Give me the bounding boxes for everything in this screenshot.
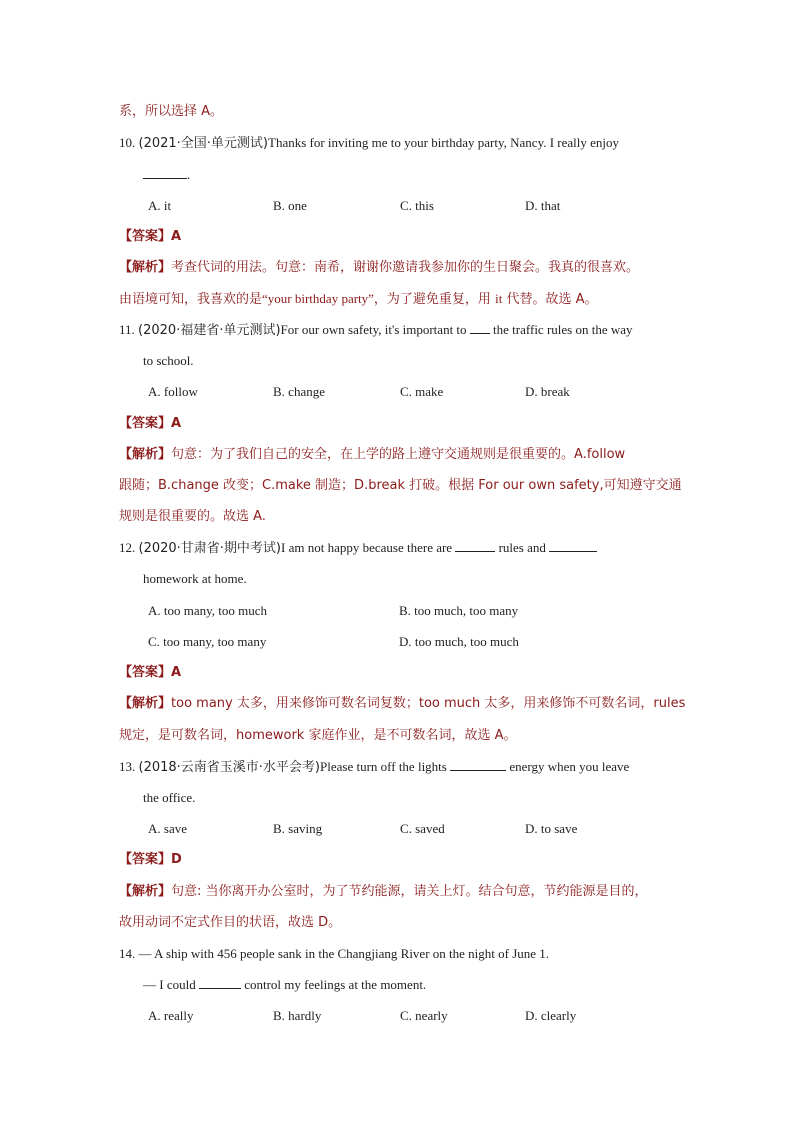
- question-source: (2021·全国·单元测试): [138, 136, 268, 151]
- question-13-stem: 13. (2018·云南省玉溪市·水平会考)Please turn off the lights energy when you leave: [119, 759, 630, 775]
- option-d: D. break: [525, 384, 570, 399]
- question-13-stem-cont: the office.: [143, 790, 196, 805]
- question-source: (2018·云南省玉溪市·水平会考): [138, 760, 320, 775]
- answer-blank: [199, 976, 241, 989]
- question-10-analysis-cont: 由语境可知，我喜欢的是“your birthday party”，为了避免重复，用 it 代替。故选 A。: [119, 291, 598, 307]
- question-12-answer: 【答案】A: [119, 665, 182, 680]
- question-number: 10.: [119, 135, 136, 150]
- question-12-stem-cont: homework at home.: [143, 571, 247, 586]
- question-text: Thanks for inviting me to your birthday party, Nancy. I really enjoy: [268, 135, 620, 150]
- question-14-stem: 14. — A ship with 456 people sank in the Changjiang River on the night of June 1.: [119, 946, 550, 961]
- previous-analysis-tail: 系，所以选择 A。: [119, 104, 224, 119]
- question-number: 14.: [119, 946, 136, 961]
- question-11-stem: 11. (2020·福建省·单元测试)For our own safety, it's important to the traffic rules on the way: [119, 322, 633, 338]
- option-a: A. too many, too much: [148, 603, 268, 618]
- option-a: A. save: [148, 821, 187, 836]
- question-10-stem: [119, 134, 619, 153]
- option-d: D. clearly: [525, 1008, 577, 1023]
- question-source: (2020·福建省·单元测试): [138, 323, 281, 338]
- answer-blank: [450, 758, 506, 771]
- option-b: B. hardly: [273, 1008, 322, 1023]
- answer-blank: [470, 321, 490, 334]
- question-number: 11.: [119, 322, 135, 337]
- option-b: B. one: [273, 198, 307, 213]
- option-d: D. that: [525, 198, 561, 213]
- question-11-stem-cont: to school.: [143, 353, 194, 368]
- option-c: C. nearly: [400, 1008, 448, 1023]
- option-a: A. really: [148, 1008, 194, 1023]
- option-b: B. change: [273, 384, 325, 399]
- question-13-analysis: 【解析】句意: 当你离开办公室时，为了节约能源，请关上灯。结合句意，节约能源是目的，: [119, 884, 648, 899]
- option-b: B. too much, too many: [399, 603, 519, 618]
- option-a: A. follow: [148, 384, 198, 399]
- question-12-stem: 12. (2020·甘肃省·期中考试)I am not happy because there are rules and: [119, 539, 597, 558]
- option-c: C. this: [400, 198, 434, 213]
- question-14-stem-cont: — I could control my feelings at the moment.: [143, 977, 427, 992]
- option-d: D. too much, too much: [399, 634, 519, 649]
- question-number: 12.: [119, 540, 136, 555]
- option-a: A. it: [148, 198, 172, 213]
- answer-blank: [143, 166, 187, 179]
- option-d: D. to save: [525, 821, 578, 836]
- question-13-answer: 【答案】D: [119, 852, 182, 867]
- question-10-analysis: 【解析】考查代词的用法。句意：南希，谢谢你邀请我参加你的生日聚会。我真的很喜欢。: [119, 260, 640, 275]
- question-13-analysis-cont: 故用动词不定式作目的状语，故选 D。: [119, 915, 342, 930]
- question-11-answer: 【答案】A: [119, 416, 182, 431]
- question-number: 13.: [119, 759, 136, 774]
- question-11-analysis: 【解析】句意：为了我们自己的安全，在上学的路上遵守交通规则是很重要的。A.follow: [119, 447, 626, 462]
- option-c: C. saved: [400, 821, 445, 836]
- question-11-analysis-cont: 跟随；B.change 改变；C.make 制造；D.break 打破。根据 For our own safety,可知遵守交通: [119, 478, 682, 493]
- option-c: C. too many, too many: [148, 634, 267, 649]
- option-b: B. saving: [273, 821, 323, 836]
- answer-blank: [455, 539, 495, 552]
- answer-blank: [549, 539, 597, 552]
- question-11-analysis-cont2: 规则是很重要的。故选 A.: [119, 509, 266, 524]
- question-12-analysis-cont: 规定，是可数名词，homework 家庭作业，是不可数名词，故选 A。: [119, 728, 517, 743]
- option-c: C. make: [400, 384, 444, 399]
- question-10-stem-cont: .: [143, 166, 190, 184]
- question-10-answer: 【答案】A: [119, 229, 182, 244]
- question-source: (2020·甘肃省·期中考试): [138, 541, 281, 556]
- question-12-analysis: 【解析】too many 太多，用来修饰可数名词复数；too much 太多，用来修饰不可数名词，rules: [119, 696, 686, 711]
